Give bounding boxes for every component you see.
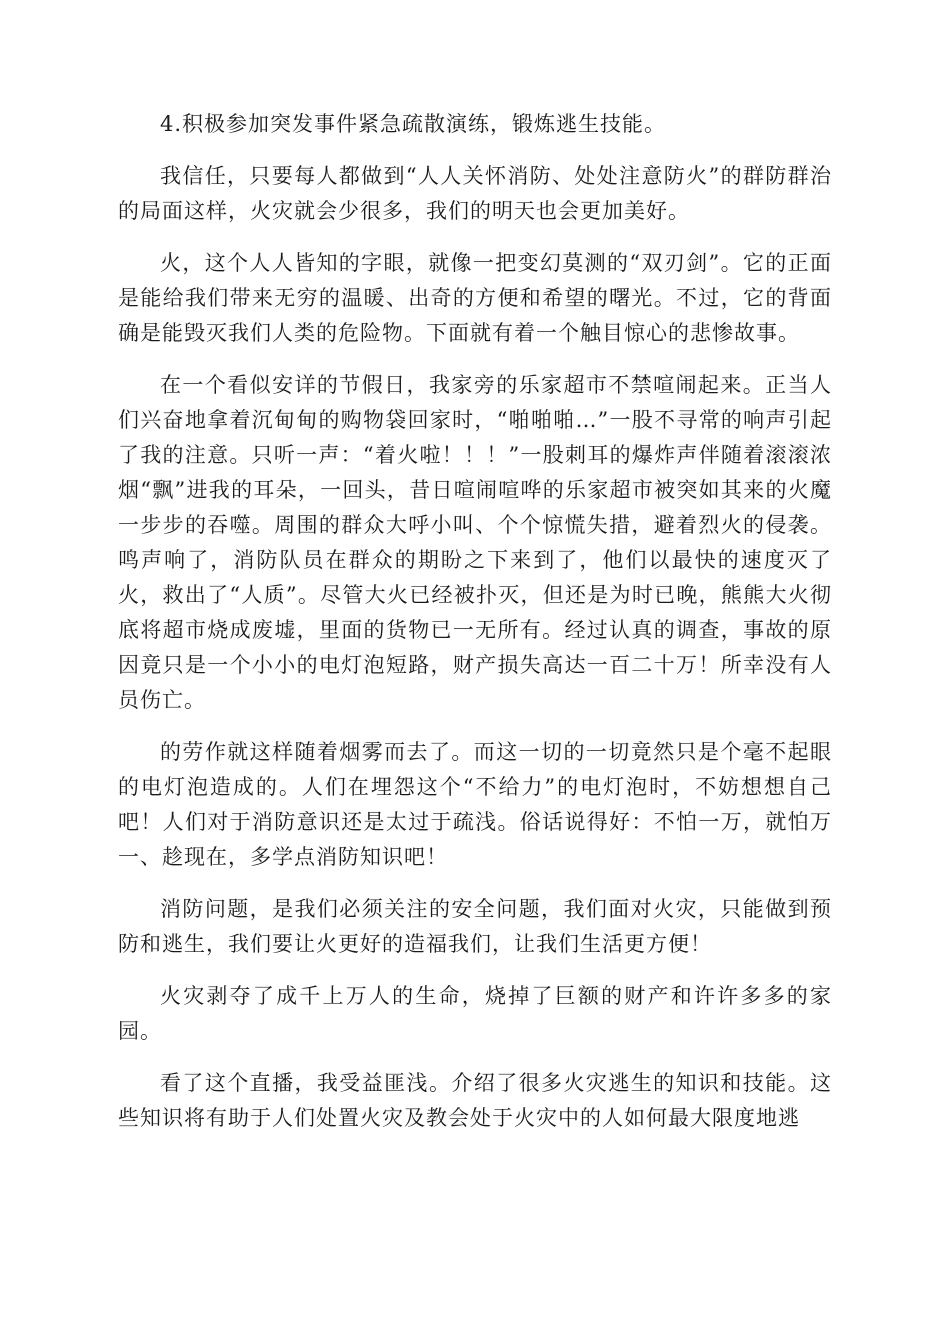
paragraph-belief: 我信任，只要每人都做到“人人关怀消防、处处注意防火”的群防群治的局面这样，火灾就会少很多，我们的明天也会更加美好。 [118, 164, 832, 223]
paragraph-lightbulb: 的劳作就这样随着烟雾而去了。而这一切的一切竟然只是个毫不起眼的电灯泡造成的。人们在埋怨这个“不给力”的电灯泡时，不妨想想自己吧！人们对于消防意识还是太过于疏浅。俗话说得好：不怕一万，就怕万一、趁现在，多学点消防知识吧！ [118, 740, 832, 869]
document-body [118, 107, 832, 1153]
paragraph-double-edged-sword: 火，这个人人皆知的字眼，就像一把变幻莫测的“双刃剑”。它的正面是能给我们带来无穷的温暖、出奇的方便和希望的曙光。不过，它的背面确是能毁灭我们人类的危险物。下面就有着一个触目惊心的悲惨故事。 [118, 251, 832, 345]
paragraph-safety-issue: 消防问题，是我们必须关注的安全问题，我们面对火灾，只能做到预防和逃生，我们要让火更好的造福我们，让我们生活更方便！ [118, 897, 832, 956]
paragraph-drill-tip: 4.积极参加突发事件紧急疏散演练，锻炼逃生技能。 [160, 112, 667, 136]
paragraph-broadcast: 看了这个直播，我受益匪浅。介绍了很多火灾逃生的知识和技能。这些知识将有助于人们处置火灾及教会处于火灾中的人如何最大限度地逃 [118, 1071, 832, 1130]
paragraph-supermarket-fire: 在一个看似安详的节假日，我家旁的乐家超市不禁喧闹起来。正当人们兴奋地拿着沉甸甸的购物袋回家时，“啪啪啪…”一股不寻常的响声引起了我的注意。只听一声：“着火啦！！！”一股刺耳的爆炸声伴随着滚滚浓烟“飘”进我的耳朵，一回头，昔日喧闹喧哗的乐家超市被突如其来的火魔一步步的吞噬。周围的群众大呼小叫、个个惊慌失措，避着烈火的侵袭。鸣声响了，消防队员在群众的期盼之下来到了，他们以最快的速度灭了火，救出了“人质”。尽管大火已经被扑灭，但还是为时已晚，熊熊大火彻底将超市烧成废墟，里面的货物已一无所有。经过认真的调查，事故的原因竟只是一个小小的电灯泡短路，财产损失高达一百二十万！所幸没有人员伤亡。 [118, 373, 832, 712]
paragraph-fire-losses: 火灾剥夺了成千上万人的生命，烧掉了巨额的财产和许许多多的家园。 [118, 984, 832, 1043]
